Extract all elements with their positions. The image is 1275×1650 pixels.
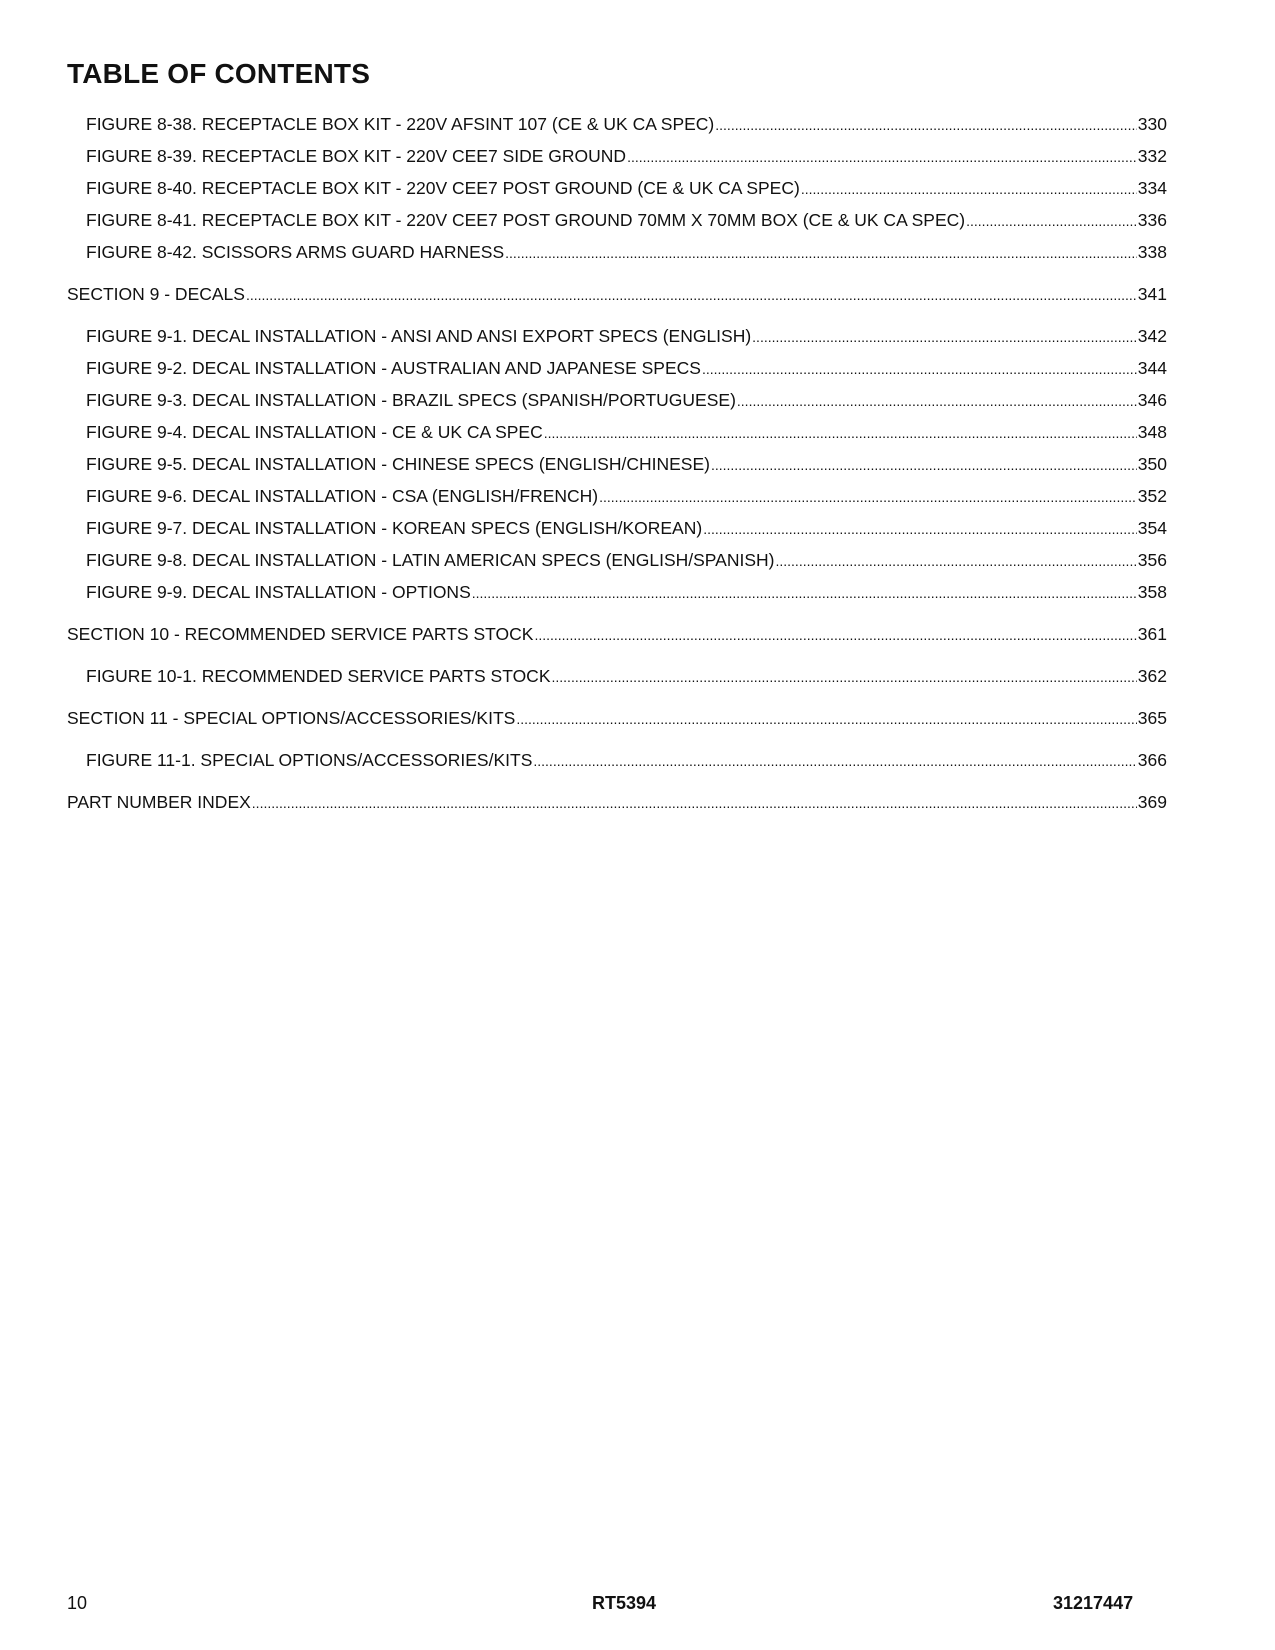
toc-section-entry[interactable] [67, 278, 1167, 310]
dot-leader [715, 108, 1137, 141]
dot-leader [752, 320, 1137, 353]
toc-entry-page: 366 [1137, 750, 1167, 770]
dot-leader [775, 544, 1136, 577]
dot-leader [711, 448, 1137, 481]
toc-entry-page: 342 [1137, 326, 1167, 346]
toc-entry[interactable] [67, 660, 1167, 692]
toc-entry-page: 354 [1137, 518, 1167, 538]
dot-leader [246, 278, 1137, 311]
toc-entry-page: 336 [1137, 210, 1167, 230]
toc-entry-label: FIGURE 8-39. RECEPTACLE BOX KIT - 220V CEE7 SIDE GROUND [86, 146, 627, 166]
table-of-contents [67, 108, 1167, 818]
toc-entry[interactable] [67, 512, 1167, 544]
toc-entry[interactable] [67, 384, 1167, 416]
dot-leader [544, 416, 1137, 449]
toc-section-entry[interactable] [67, 618, 1167, 650]
dot-leader [534, 618, 1136, 651]
dot-leader [552, 660, 1137, 693]
toc-entry[interactable] [67, 204, 1167, 236]
toc-entry-label: SECTION 11 - SPECIAL OPTIONS/ACCESSORIES/KITS [67, 708, 516, 728]
toc-entry-label: FIGURE 9-5. DECAL INSTALLATION - CHINESE SPECS (ENGLISH/CHINESE) [86, 454, 710, 474]
toc-entry-page: 350 [1137, 454, 1167, 474]
toc-entry-label: FIGURE 8-41. RECEPTACLE BOX KIT - 220V CEE7 POST GROUND 70MM X 70MM BOX (CE & UK CA SPEC) [86, 210, 966, 230]
footer-model: RT5394 [592, 1593, 657, 1613]
toc-entry-page: 361 [1137, 624, 1167, 644]
toc-entry-label: FIGURE 8-38. RECEPTACLE BOX KIT - 220V AFSINT 107 (CE & UK CA SPEC) [86, 114, 715, 134]
dot-leader [516, 702, 1136, 735]
dot-leader [703, 512, 1137, 545]
toc-entry-label: FIGURE 11-1. SPECIAL OPTIONS/ACCESSORIES/KITS [86, 750, 533, 770]
toc-entry-label: FIGURE 9-3. DECAL INSTALLATION - BRAZIL SPECS (SPANISH/PORTUGUESE) [86, 390, 736, 410]
toc-entry[interactable] [67, 480, 1167, 512]
toc-entry-page: 330 [1137, 114, 1167, 134]
toc-entry-label: FIGURE 9-1. DECAL INSTALLATION - ANSI AND ANSI EXPORT SPECS (ENGLISH) [86, 326, 752, 346]
toc-entry-label: FIGURE 9-8. DECAL INSTALLATION - LATIN AMERICAN SPECS (ENGLISH/SPANISH) [86, 550, 775, 570]
dot-leader [533, 744, 1136, 777]
toc-entry-label: SECTION 9 - DECALS [67, 284, 245, 304]
toc-entry[interactable] [67, 236, 1167, 268]
toc-entry-page: 358 [1137, 582, 1167, 602]
toc-entry[interactable] [67, 352, 1167, 384]
footer-document-number: 31217447 [1053, 1593, 1134, 1613]
toc-entry-label: FIGURE 9-4. DECAL INSTALLATION - CE & UK CA SPEC [86, 422, 543, 442]
toc-entry-label: FIGURE 9-6. DECAL INSTALLATION - CSA (ENGLISH/FRENCH) [86, 486, 599, 506]
toc-entry[interactable] [67, 172, 1167, 204]
dot-leader [702, 352, 1137, 385]
page-title: TABLE OF CONTENTS [67, 58, 371, 89]
toc-entry-page: 338 [1137, 242, 1167, 262]
dot-leader [505, 236, 1137, 269]
toc-entry-page: 362 [1137, 666, 1167, 686]
toc-entry-label: FIGURE 8-40. RECEPTACLE BOX KIT - 220V CEE7 POST GROUND (CE & UK CA SPEC) [86, 178, 800, 198]
toc-entry-page: 332 [1137, 146, 1167, 166]
toc-entry-page: 341 [1137, 284, 1167, 304]
toc-entry[interactable] [67, 320, 1167, 352]
toc-entry-label: FIGURE 9-7. DECAL INSTALLATION - KOREAN SPECS (ENGLISH/KOREAN) [86, 518, 703, 538]
dot-leader [252, 786, 1137, 819]
dot-leader [737, 384, 1137, 417]
toc-entry[interactable] [67, 544, 1167, 576]
dot-leader [801, 172, 1137, 205]
toc-entry[interactable] [67, 744, 1167, 776]
toc-entry-page: 346 [1137, 390, 1167, 410]
toc-entry-page: 334 [1137, 178, 1167, 198]
dot-leader [472, 576, 1137, 609]
toc-entry-label: FIGURE 9-2. DECAL INSTALLATION - AUSTRALIAN AND JAPANESE SPECS [86, 358, 701, 378]
toc-entry[interactable] [67, 108, 1167, 140]
toc-entry-page: 365 [1137, 708, 1167, 728]
toc-entry-label: SECTION 10 - RECOMMENDED SERVICE PARTS STOCK [67, 624, 534, 644]
toc-section-entry[interactable] [67, 702, 1167, 734]
toc-entry-page: 369 [1137, 792, 1167, 812]
toc-entry[interactable] [67, 576, 1167, 608]
dot-leader [966, 204, 1137, 237]
toc-entry-label: FIGURE 10-1. RECOMMENDED SERVICE PARTS STOCK [86, 666, 551, 686]
toc-entry[interactable] [67, 140, 1167, 172]
dot-leader [627, 140, 1137, 173]
toc-entry-label: FIGURE 9-9. DECAL INSTALLATION - OPTIONS [86, 582, 471, 602]
toc-entry-page: 352 [1137, 486, 1167, 506]
toc-entry-label: FIGURE 8-42. SCISSORS ARMS GUARD HARNESS [86, 242, 505, 262]
dot-leader [599, 480, 1137, 513]
toc-entry-label: PART NUMBER INDEX [67, 792, 251, 812]
toc-entry[interactable] [67, 416, 1167, 448]
toc-entry-page: 348 [1137, 422, 1167, 442]
toc-section-entry[interactable] [67, 786, 1167, 818]
toc-entry-page: 356 [1137, 550, 1167, 570]
footer-page-number: 10 [67, 1593, 88, 1613]
toc-entry-page: 344 [1137, 358, 1167, 378]
toc-entry[interactable] [67, 448, 1167, 480]
